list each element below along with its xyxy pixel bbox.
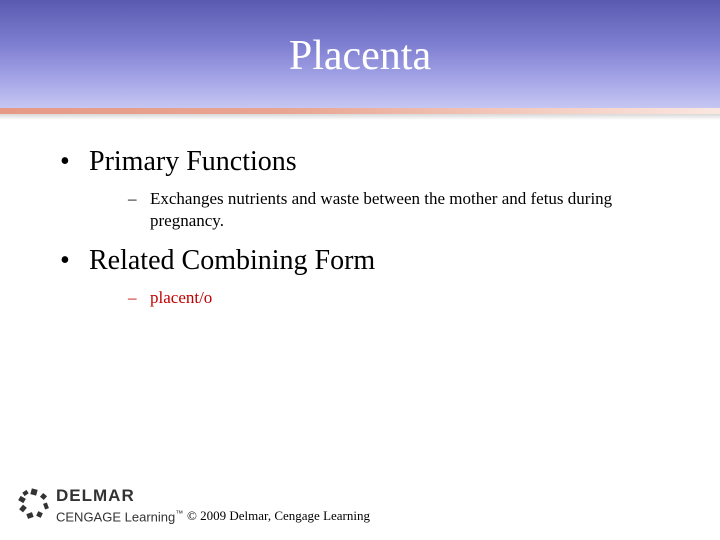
sub-bullet-marker: – <box>128 189 137 208</box>
copyright-notice: © 2009 Delmar, Cengage Learning <box>187 508 370 523</box>
logo-trademark: ™ <box>175 509 184 518</box>
bullet-text: Related Combining Form <box>89 245 376 276</box>
bullet-marker: • <box>60 245 70 276</box>
logo-name: DELMAR <box>56 486 135 505</box>
sub-bullet-marker: – <box>128 288 137 307</box>
combining-form-text: placent/o <box>150 288 213 307</box>
sub-bullet-text: Exchanges nutrients and waste between the mother and fetus during pregnancy. <box>150 189 613 230</box>
logo-subtitle-text: CENGAGE Learning <box>56 509 176 525</box>
logo-mark-icon <box>18 488 50 520</box>
delmar-cengage-logo <box>18 486 184 526</box>
bullet-text: Primary Functions <box>89 146 297 177</box>
slide-title: Placenta <box>288 33 432 79</box>
bullet-marker: • <box>60 146 70 177</box>
logo-subtitle <box>56 506 183 525</box>
